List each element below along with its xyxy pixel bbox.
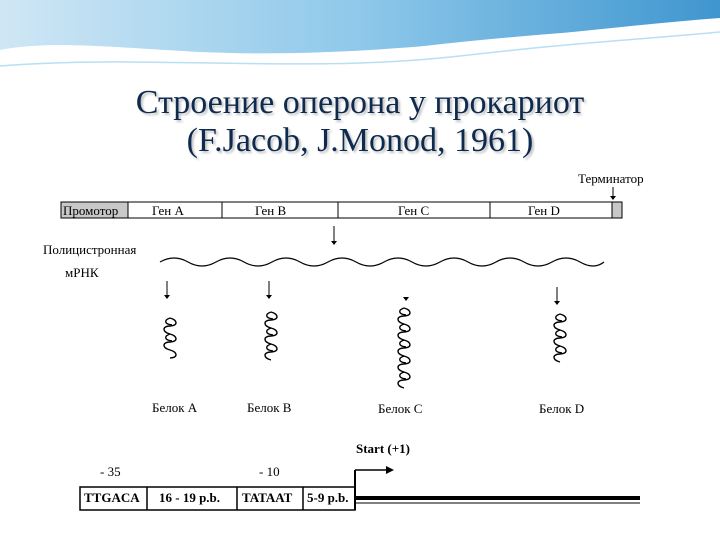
mrna-label-line-1: Полицистронная [43,242,137,257]
box-tataat: TATAAT [242,490,293,505]
box-spacer-16-19: 16 - 19 p.b. [159,490,221,505]
start-arrow-head [386,466,394,474]
protein-label-d: Белок D [539,401,585,416]
mrna-label-line-2: мРНК [65,265,99,280]
segment-gene-b: Ген В [255,203,287,218]
terminator-arrow-head [610,196,616,200]
box-spacer-5-9: 5-9 p.b. [307,490,349,505]
protein-helix-a [164,318,176,358]
protein-helix-b [265,312,277,360]
segment-gene-c: Ген С [398,203,430,218]
box-ttgaca: TTGACA [84,490,140,505]
segment-gene-a: Ген А [152,203,184,218]
title-line-1: Строение оперона у прокариот [135,84,585,121]
terminator-label: Терминатор [578,171,644,186]
mrna-wave [160,258,604,266]
segment-promoter: Промотор [63,203,119,218]
start-label: Start (+1) [356,441,410,456]
dna-strand-thick [355,496,640,500]
minus35-label: - 35 [100,464,121,479]
minus10-label: - 10 [259,464,280,479]
translation-arrows [164,281,560,305]
protein-helix-d [554,314,566,362]
protein-helix-c [398,308,410,388]
segment-gene-d: Ген D [528,203,560,218]
protein-label-b: Белок В [247,400,292,415]
protein-label-a: Белок А [152,400,198,415]
transcription-arrow-head [331,241,337,245]
title-line-2: (F.Jacob, J.Monod, 1961) [186,122,534,159]
protein-label-c: Белок С [378,401,423,416]
terminator-box [612,202,622,218]
